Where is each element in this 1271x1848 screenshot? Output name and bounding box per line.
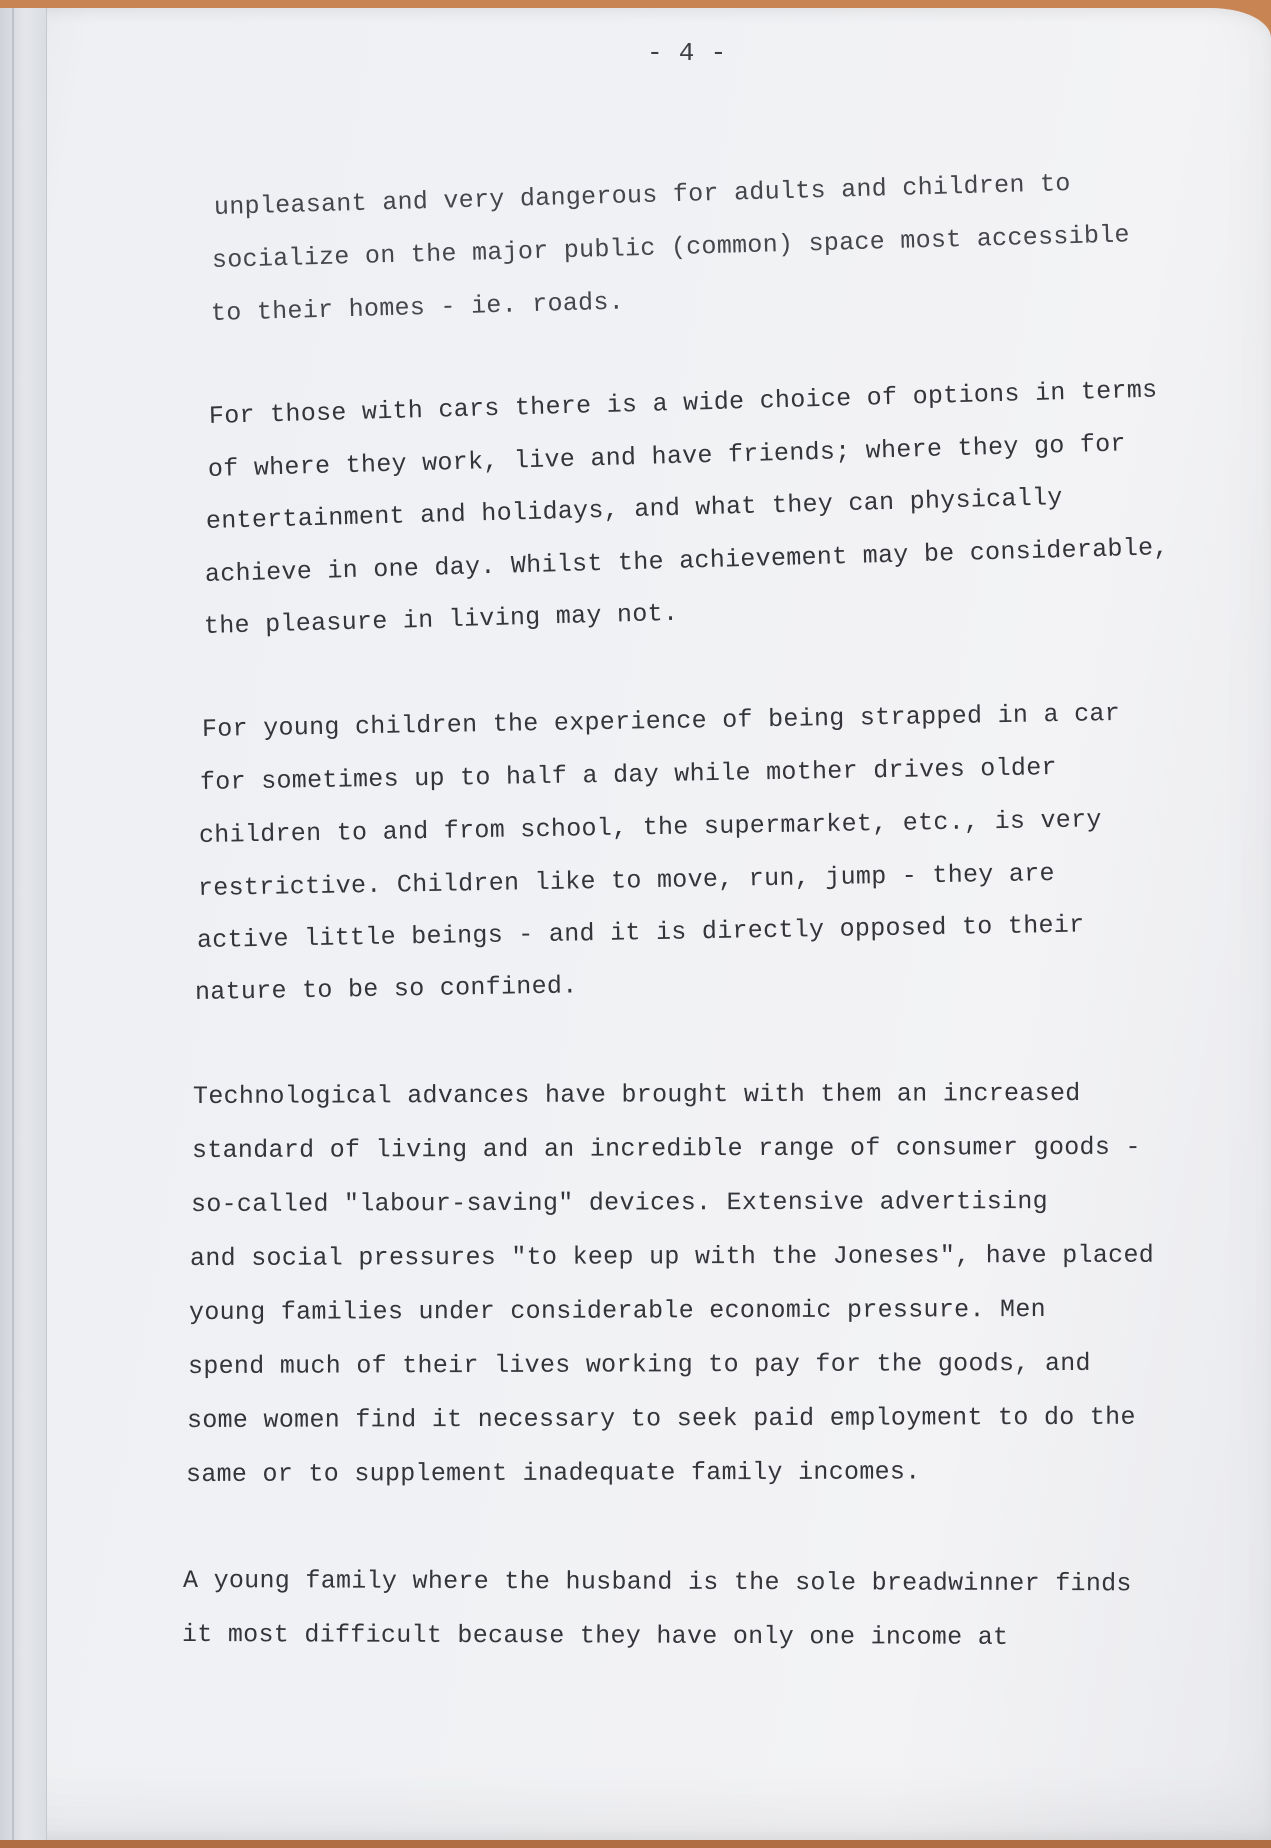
page-binding (0, 8, 47, 1840)
text-line: for sometimes up to half a day while mother drives older (199, 753, 1058, 797)
typed-page (0, 8, 1271, 1840)
text-line: achieve in one day. Whilst the achievement may be considerable, (204, 533, 1170, 589)
text-line: children to and from school, the supermarket, etc., is very (198, 805, 1102, 850)
text-line: some women find it necessary to seek paid employment to do the (186, 1402, 1136, 1435)
binding-edge (12, 8, 14, 1840)
text-line: so-called "labour-saving" devices. Extensive advertising (190, 1187, 1048, 1219)
text-line: For those with cars there is a wide choice of options in terms (208, 375, 1158, 431)
text-line: entertainment and holidays, and what they can physically (205, 483, 1064, 536)
text-line: same or to supplement inadequate family incomes. (185, 1457, 921, 1489)
text-line: restrictive. Children like to move, run, jump - they are (197, 859, 1056, 903)
text-line: active little beings - and it is directly opposed to their (196, 910, 1085, 955)
text-line: unpleasant and very dangerous for adults and children to (213, 169, 1072, 222)
text-line: standard of living and an incredible range of consumer goods - (191, 1132, 1141, 1165)
text-line: young families under considerable economic pressure. Men (188, 1295, 1046, 1327)
text-line: A young family where the husband is the sole breadwinner finds (182, 1566, 1132, 1599)
page-number: - 4 - (647, 38, 727, 68)
text-line: For young children the experience of being strapped in a car (201, 698, 1121, 744)
text-line: to their homes - ie. roads. (210, 287, 625, 328)
text-line: and social pressures "to keep up with the Joneses", have placed (189, 1240, 1155, 1273)
text-line: it most difficult because they have only one income at (181, 1620, 1009, 1652)
text-line: the pleasure in living may not. (203, 598, 679, 641)
text-line: nature to be so confined. (194, 971, 578, 1007)
text-line: spend much of their lives working to pay for the goods, and (187, 1348, 1091, 1381)
text-line: socialize on the major public (common) space most accessible (211, 220, 1131, 275)
text-line: Technological advances have brought with them an increased (192, 1078, 1081, 1111)
text-line: of where they work, live and have friends; where they go for (207, 429, 1127, 484)
